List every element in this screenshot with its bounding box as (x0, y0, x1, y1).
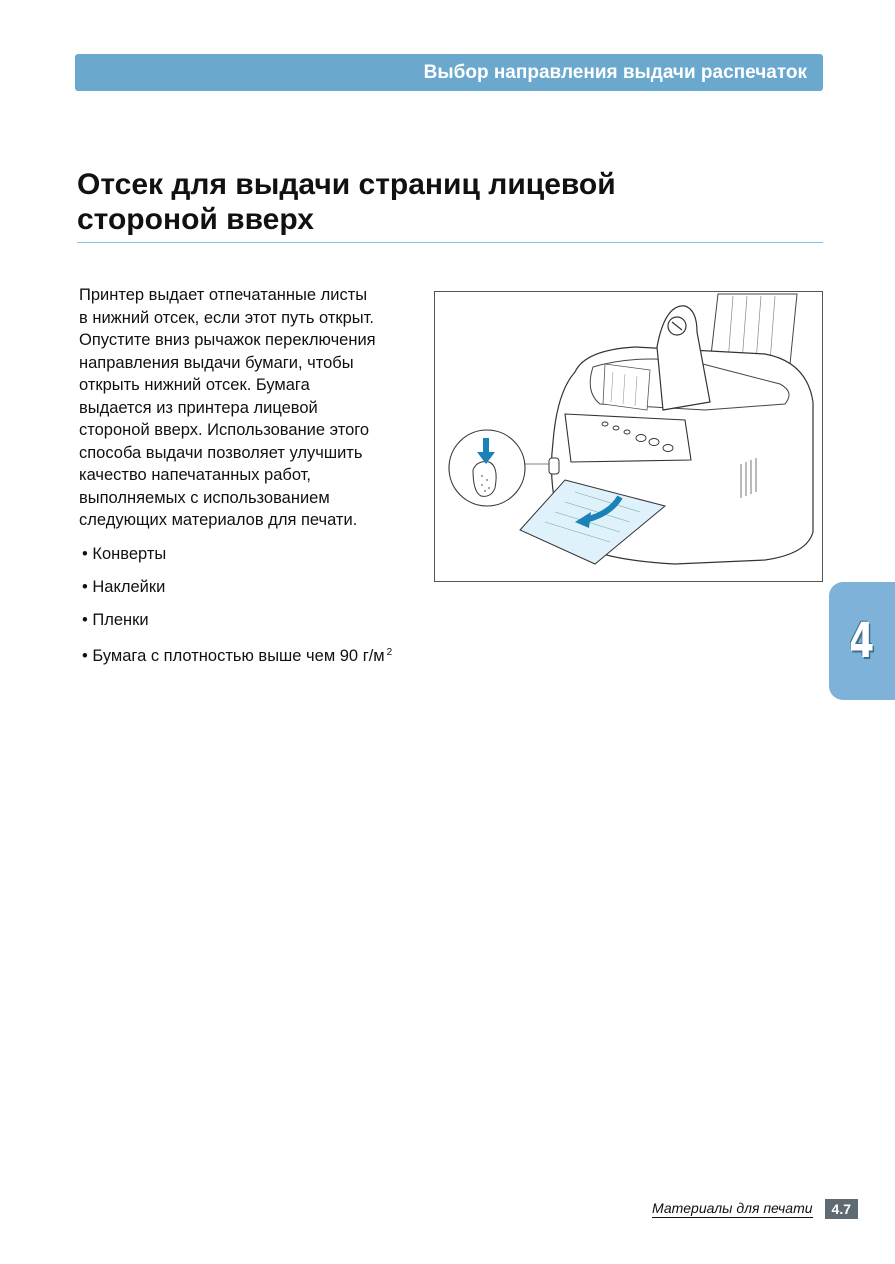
page-footer (652, 1199, 858, 1219)
title-underline (77, 242, 823, 243)
body-line: Принтер выдает отпечатанные листы (79, 286, 368, 304)
page-title-line2: стороной вверх (77, 203, 314, 236)
body-paragraph (79, 284, 424, 532)
body-line: открыть нижний отсек. Бумага (79, 376, 310, 394)
page-title (77, 167, 823, 237)
section-header-bar (75, 54, 823, 91)
body-line: способа выдачи позволяет улучшить (79, 443, 363, 462)
body-line: выполняемых с использованием (79, 488, 330, 507)
body-line: выдается из принтера лицевой (79, 398, 318, 417)
body-line: Опустите вниз рычажок переключения (79, 331, 376, 349)
superscript: 2 (386, 647, 393, 658)
printer-drawing (435, 292, 822, 581)
media-list (82, 543, 392, 675)
list-item: • Конверты (82, 545, 167, 563)
list-item: • Наклейки (82, 578, 166, 596)
body-line: стороной вверх. Использование этого (79, 421, 370, 439)
page-title-line1: Отсек для выдачи страниц лицевой (77, 168, 616, 201)
body-line: направления выдачи бумаги, чтобы (79, 353, 354, 372)
chapter-tab (829, 582, 895, 700)
body-line: в нижний отсек, если этот путь открыт. (79, 308, 374, 327)
list-item: • Бумага с плотностью выше чем 90 г/м $^2$ (82, 647, 393, 665)
page-number-badge: 4.7 (825, 1199, 858, 1219)
body-line: следующих материалов для печати. (79, 511, 358, 529)
body-line: качество напечатанных работ, (79, 466, 311, 484)
chapter-number: 4 (849, 613, 875, 669)
printer-illustration (434, 291, 823, 582)
section-title: Выбор направления выдачи распечаток (423, 61, 807, 83)
list-item: • Пленки (82, 611, 149, 629)
footer-section-label: Материалы для печати (652, 1200, 813, 1216)
